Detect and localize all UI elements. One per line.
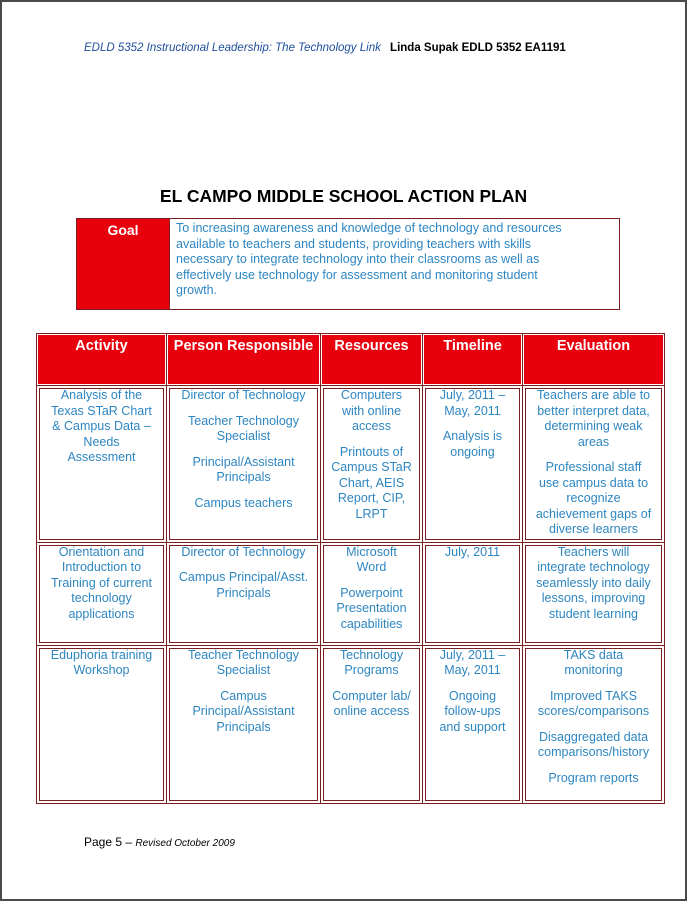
cell-paragraph (427, 545, 518, 561)
cell-line: better interpret data, (537, 403, 650, 418)
paragraph-gap (527, 761, 660, 771)
cell-line: Chart, AEIS (338, 475, 405, 490)
goal-line: necessary to integrate technology into their classrooms as well as (176, 252, 540, 266)
cell-paragraph (527, 388, 660, 450)
goal-line: growth. (176, 283, 217, 297)
goal-line: available to teachers and students, providing teachers with skills (176, 236, 532, 251)
cell-paragraph (325, 545, 418, 576)
cell-line: student learning (549, 606, 638, 621)
table-cell-activity (37, 542, 167, 645)
cell-line: Principals (216, 585, 271, 600)
cell-line: Analysis of the (60, 388, 143, 402)
cell-paragraph (427, 689, 518, 736)
table-row (37, 386, 665, 543)
goal-label: Goal (77, 219, 170, 309)
cell-line: July, 2011 (444, 544, 501, 559)
paragraph-gap (325, 679, 418, 689)
cell-line: Professional staff (545, 460, 642, 474)
cell-line: follow-ups (444, 704, 501, 718)
cell-line: Computers (340, 388, 403, 402)
table-row (37, 542, 665, 645)
cell-line: determining weak (544, 419, 643, 433)
cell-line: areas (577, 434, 610, 449)
cell-line: comparisons/history (537, 745, 650, 759)
cell-line: technology (71, 591, 132, 605)
page-footer (84, 835, 235, 849)
cell-line: diverse learners (549, 522, 638, 536)
cell-line: Report, CIP, (337, 491, 406, 505)
cell-line: monitoring (564, 663, 623, 677)
cell-line: Improved TAKS (549, 688, 638, 703)
cell-line: Analysis is (442, 429, 503, 443)
cell-paragraph (171, 570, 316, 601)
cell-line: July, 2011 – (439, 647, 506, 662)
cell-line: Disaggregated data (538, 729, 649, 744)
cell-line: seamlessly into daily (536, 575, 651, 590)
cell-line: ongoing (450, 444, 495, 459)
cell-line: Word (356, 560, 387, 574)
cell-paragraph (41, 388, 162, 466)
cell-line: Orientation and (58, 544, 145, 559)
cell-line: May, 2011 (444, 403, 501, 418)
cell-paragraph (41, 545, 162, 623)
cell-paragraph (527, 689, 660, 720)
table-cell-resources (321, 645, 423, 803)
cell-line: lessons, improving (541, 591, 646, 605)
table-cell-person-responsible (167, 542, 321, 645)
cell-line: Workshop (73, 663, 130, 677)
paragraph-gap (427, 679, 518, 689)
cell-paragraph (527, 730, 660, 761)
cell-paragraph (325, 689, 418, 720)
cell-paragraph (171, 455, 316, 486)
cell-paragraph (325, 388, 418, 435)
cell-line: Campus (220, 688, 267, 703)
paragraph-gap (171, 404, 316, 414)
table-cell-activity (37, 386, 167, 543)
table-cell-evaluation (523, 542, 665, 645)
cell-line: Ongoing (448, 688, 497, 703)
cell-paragraph (325, 586, 418, 633)
cell-line: achievement gaps of (535, 506, 652, 521)
cell-line: Director of Technology (181, 544, 306, 559)
paragraph-gap (171, 560, 316, 570)
footer-revised: Revised October 2009 (135, 838, 235, 849)
cell-paragraph (171, 648, 316, 679)
cell-line: Teacher Technology (188, 647, 299, 662)
cell-line: with online (341, 403, 402, 418)
table-cell-resources (321, 386, 423, 543)
table-body (37, 386, 665, 804)
cell-line: Principal/Assistant (192, 704, 295, 718)
cell-line: Principal/Assistant (192, 454, 295, 469)
cell-paragraph (171, 388, 316, 404)
table-cell-timeline (423, 542, 523, 645)
table-cell-resources (321, 542, 423, 645)
cell-line: July, 2011 – (439, 388, 506, 402)
action-plan-table (36, 333, 665, 804)
cell-line: capabilities (340, 616, 403, 631)
goal-line: To increasing awareness and knowledge of technology and resources (176, 221, 562, 235)
header-course: EDLD 5352 Instructional Leadership: The Technology Link (84, 42, 381, 54)
paragraph-gap (527, 679, 660, 689)
table-header-row (37, 334, 665, 386)
cell-line: access (352, 419, 391, 433)
cell-line: & Campus Data – (52, 419, 151, 433)
running-header (84, 42, 566, 54)
footer-page-number: Page 5 – (84, 835, 136, 849)
cell-line: Eduphoria training (50, 647, 153, 662)
column-header-timeline: Timeline (423, 334, 523, 386)
cell-line: Principals (216, 470, 271, 484)
paragraph-gap (325, 576, 418, 586)
cell-line: Teachers are able to (536, 388, 651, 402)
cell-paragraph (171, 689, 316, 736)
cell-line: Teacher Technology (188, 413, 299, 428)
cell-line: Presentation (336, 601, 407, 615)
cell-line: Computer lab/ (332, 688, 411, 703)
cell-line: scores/comparisons (537, 704, 650, 718)
cell-paragraph (171, 545, 316, 561)
cell-line: Specialist (216, 429, 271, 443)
paragraph-gap (171, 445, 316, 455)
paragraph-gap (171, 679, 316, 689)
cell-paragraph (527, 771, 660, 787)
cell-line: Campus teachers (194, 495, 293, 510)
table-cell-timeline (423, 386, 523, 543)
table-cell-person-responsible (167, 645, 321, 803)
cell-line: Needs (83, 434, 120, 449)
cell-paragraph (325, 445, 418, 523)
cell-paragraph (325, 648, 418, 679)
cell-line: Campus STaR (331, 460, 412, 474)
goal-box (76, 218, 620, 310)
cell-line: May, 2011 (444, 663, 501, 677)
cell-line: Technology (339, 647, 404, 662)
cell-line: Printouts of (339, 444, 404, 459)
cell-paragraph (427, 429, 518, 460)
table-cell-timeline (423, 645, 523, 803)
cell-line: Principals (216, 719, 271, 734)
paragraph-gap (325, 435, 418, 445)
column-header-person-responsible: Person Responsible (167, 334, 321, 386)
table-cell-person-responsible (167, 386, 321, 543)
paragraph-gap (527, 720, 660, 730)
goal-line: effectively use technology for assessment and monitoring student (176, 267, 538, 282)
cell-line: TAKS data (563, 647, 624, 662)
paragraph-gap (171, 486, 316, 496)
cell-line: and support (439, 719, 506, 734)
paragraph-gap (427, 419, 518, 429)
table-cell-evaluation (523, 386, 665, 543)
cell-line: Powerpoint (340, 585, 403, 600)
cell-line: Texas STaR Chart (51, 403, 152, 418)
table-cell-activity (37, 645, 167, 803)
table-cell-evaluation (523, 645, 665, 803)
cell-line: applications (68, 606, 135, 621)
cell-line: Programs (344, 663, 399, 677)
cell-paragraph (427, 388, 518, 419)
cell-paragraph (527, 545, 660, 623)
header-author: Linda Supak EDLD 5352 EA1191 (390, 42, 566, 54)
cell-line: Campus Principal/Asst. (178, 570, 309, 584)
column-header-resources: Resources (321, 334, 423, 386)
page-title: EL CAMPO MIDDLE SCHOOL ACTION PLAN (159, 186, 528, 206)
cell-line: Introduction to (61, 560, 142, 574)
cell-line: online access (333, 704, 410, 718)
goal-text (170, 219, 619, 309)
cell-line: Assessment (67, 450, 136, 464)
cell-line: Training of current (51, 575, 152, 590)
cell-line: Specialist (216, 663, 271, 677)
cell-line: Microsoft (346, 544, 397, 559)
cell-line: Program reports (548, 770, 639, 785)
cell-paragraph (171, 496, 316, 512)
paragraph-gap (527, 450, 660, 460)
cell-line: integrate technology (537, 560, 650, 574)
cell-paragraph (527, 648, 660, 679)
column-header-evaluation: Evaluation (523, 334, 665, 386)
table-row (37, 645, 665, 803)
cell-paragraph (527, 460, 660, 538)
cell-line: use campus data to (538, 475, 649, 490)
cell-line: recognize (566, 491, 621, 505)
cell-paragraph (171, 414, 316, 445)
cell-line: LRPT (355, 506, 388, 521)
cell-line: Director of Technology (181, 388, 306, 402)
cell-paragraph (41, 648, 162, 679)
cell-line: Teachers will (557, 544, 630, 559)
column-header-activity: Activity (37, 334, 167, 386)
cell-paragraph (427, 648, 518, 679)
